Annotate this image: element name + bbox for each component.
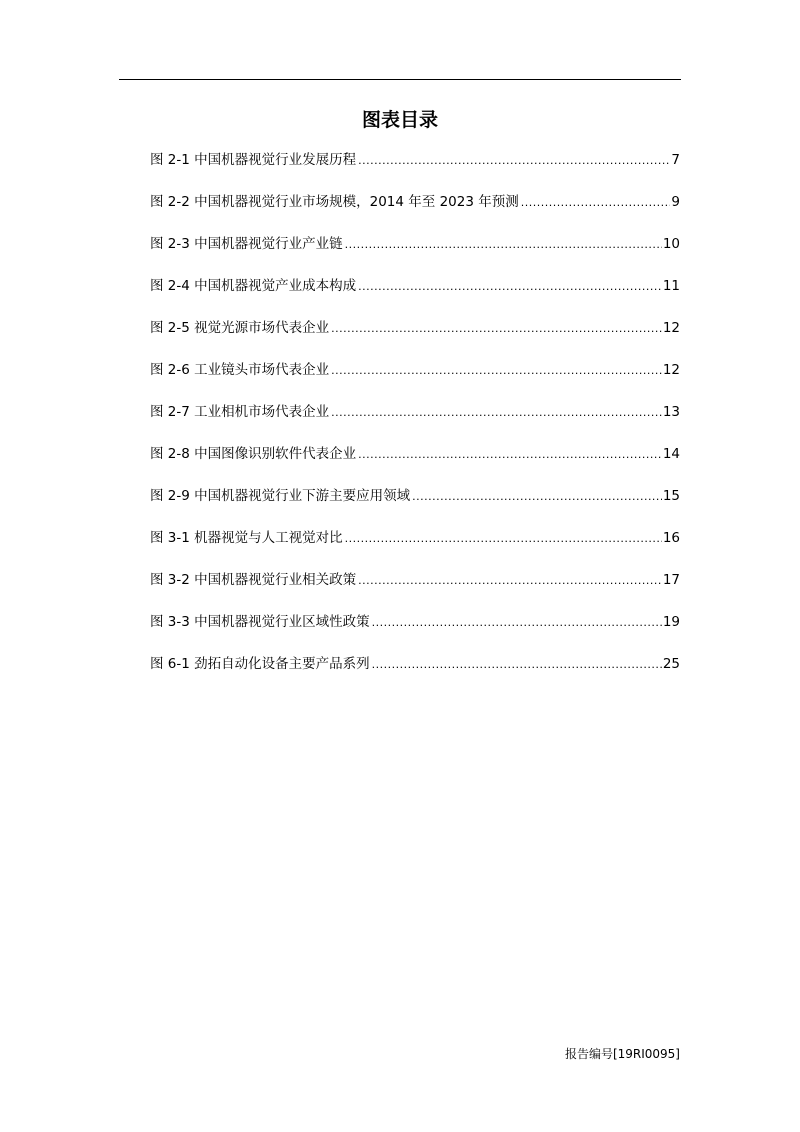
toc-entry-label: 图 2-9 中国机器视觉行业下游主要应用领域 [150,488,411,504]
toc-entry-label: 图 6-1 劲拓自动化设备主要产品系列 [150,656,370,672]
toc-entry-label: 图 2-6 工业镜头市场代表企业 [150,362,330,378]
toc-entry-page: 11 [662,278,680,294]
toc-dot-leader [358,151,670,171]
toc-entry-page: 16 [662,530,680,546]
toc-entry-label: 图 3-2 中国机器视觉行业相关政策 [150,572,357,588]
toc-dot-leader [345,529,662,549]
toc-entry-label: 图 2-8 中国图像识别软件代表企业 [150,446,357,462]
toc-entry-label: 图 2-3 中国机器视觉行业产业链 [150,236,343,252]
toc-dot-leader [412,487,662,507]
toc-entry-label: 图 2-7 工业相机市场代表企业 [150,404,330,420]
toc-dot-leader [372,613,662,633]
toc-dot-leader [358,445,662,465]
toc-entry[interactable] [150,402,680,444]
toc-entry[interactable] [150,276,680,318]
toc-entry-label: 图 3-3 中国机器视觉行业区域性政策 [150,614,370,630]
toc-entry[interactable] [150,360,680,402]
toc-entry-page: 13 [662,404,680,420]
page-title: 图表目录 [361,109,438,131]
toc-dot-leader [331,403,662,423]
toc-entry-label: 图 3-1 机器视觉与人工视觉对比 [150,530,343,546]
header-rule [119,79,681,80]
toc-entry-label: 图 2-5 视觉光源市场代表企业 [150,320,330,336]
toc-dot-leader [358,571,662,591]
toc-entry-page: 10 [662,236,680,252]
toc-entry[interactable] [150,612,680,654]
toc-dot-leader [521,193,671,213]
figure-list [150,150,680,696]
toc-entry-page: 12 [662,362,680,378]
toc-entry-page: 14 [662,446,680,462]
toc-entry[interactable] [150,192,680,234]
toc-dot-leader [345,235,662,255]
toc-entry[interactable] [150,150,680,192]
report-code: 报告编号[19RI0095] [564,1047,680,1061]
toc-entry[interactable] [150,444,680,486]
toc-entry[interactable] [150,486,680,528]
toc-entry-page: 15 [662,488,680,504]
toc-entry-page: 17 [662,572,680,588]
toc-entry[interactable] [150,318,680,360]
toc-dot-leader [372,655,662,675]
toc-entry[interactable] [150,234,680,276]
toc-entry[interactable] [150,654,680,696]
toc-dot-leader [358,277,662,297]
toc-entry-label: 图 2-1 中国机器视觉行业发展历程 [150,152,357,168]
toc-dot-leader [331,361,662,381]
toc-dot-leader [331,319,662,339]
toc-entry-page: 12 [662,320,680,336]
toc-entry-page: 9 [671,194,680,210]
toc-entry-page: 7 [671,152,680,168]
toc-entry[interactable] [150,528,680,570]
toc-entry[interactable] [150,570,680,612]
toc-entry-label: 图 2-4 中国机器视觉产业成本构成 [150,278,357,294]
toc-entry-page: 25 [662,656,680,672]
toc-entry-page: 19 [662,614,680,630]
toc-entry-label: 图 2-2 中国机器视觉行业市场规模，2014 年至 2023 年预测 [150,194,519,210]
